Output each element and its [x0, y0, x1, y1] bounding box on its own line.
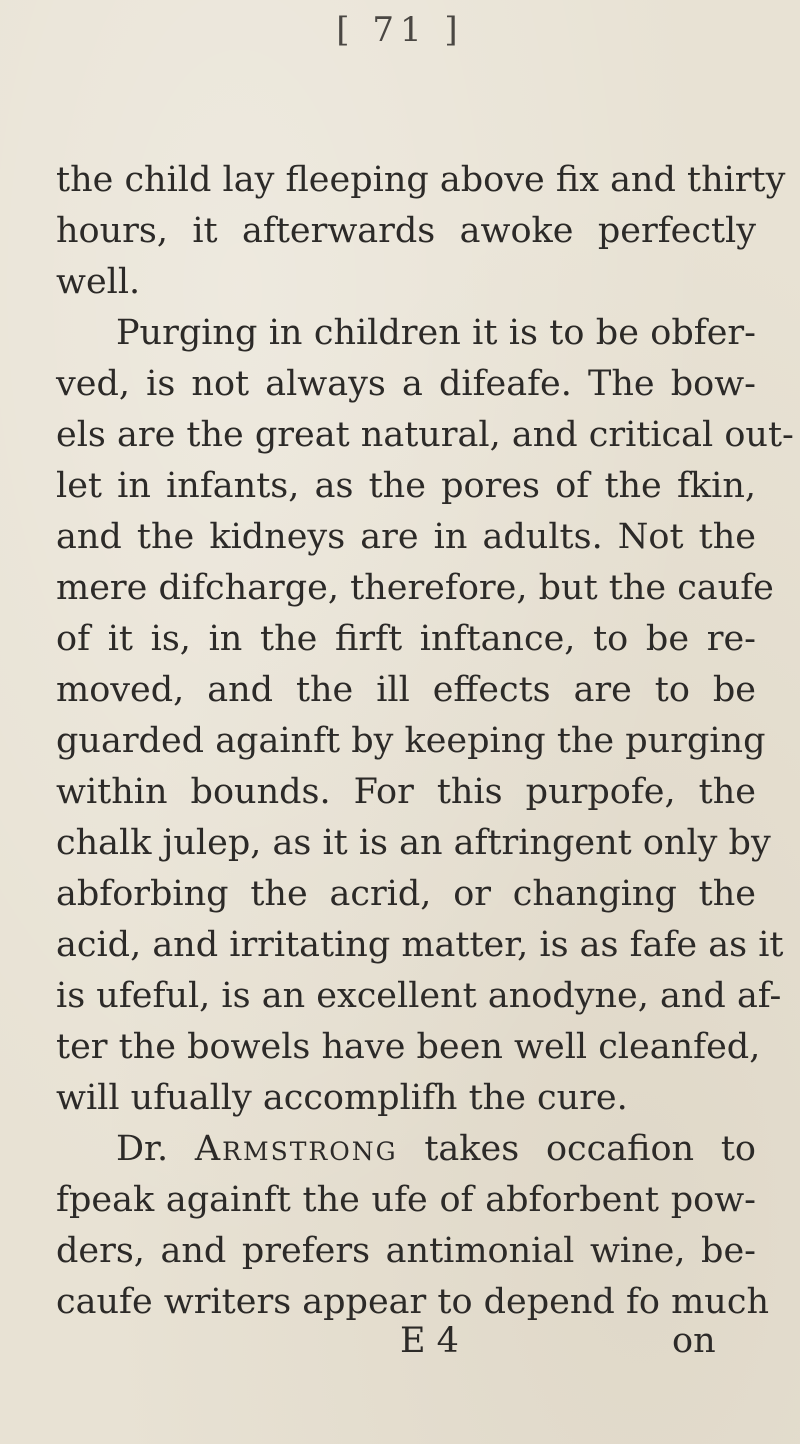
text-line-first	[116, 1125, 756, 1173]
text-line: mere difcharge, therefore, but the caufe	[56, 568, 774, 608]
text-line: chalk julep, as it is an aftringent only by	[56, 823, 771, 863]
text-line: the child lay fleeping above fix and thirty	[56, 160, 786, 200]
text-line: ders, and prefers antimonial wine, be-	[56, 1231, 756, 1271]
line-remainder: takes occafion to	[397, 1129, 756, 1169]
text-line: Purging in children it is to be obfer-	[116, 313, 756, 353]
text-line: guarded againft by keeping the purging	[56, 721, 766, 761]
text-line: hours, it afterwards awoke perfectly	[56, 211, 756, 251]
text-line: of it is, in the firft inftance, to be re-	[56, 619, 756, 659]
text-line: caufe writers appear to depend fo much	[56, 1282, 769, 1322]
text-line: fpeak againft the ufe of abforbent pow-	[56, 1180, 756, 1220]
text-line: well.	[56, 262, 141, 302]
text-line: acid, and irritating matter, is as fafe as it	[56, 925, 784, 965]
text-line: within bounds. For this purpofe, the	[56, 772, 756, 812]
text-line: and the kidneys are in adults. Not the	[56, 517, 756, 557]
salutation: Dr.	[116, 1129, 195, 1169]
signature-mark: E 4	[400, 1321, 459, 1361]
text-line: els are the great natural, and critical out-	[56, 415, 794, 455]
page-number: [ 71 ]	[336, 10, 464, 50]
catchword: on	[672, 1321, 716, 1361]
text-line: abforbing the acrid, or changing the	[56, 874, 756, 914]
text-line: ter the bowels have been well cleanfed,	[56, 1027, 761, 1067]
text-line: is ufeful, is an excellent anodyne, and af-	[56, 976, 782, 1016]
text-line: ved, is not always a difeafe. The bow-	[56, 364, 756, 404]
page-footer	[0, 1317, 800, 1365]
text-line: will ufually accomplifh the cure.	[56, 1078, 628, 1118]
text-line: let in infants, as the pores of the fkin,	[56, 466, 756, 506]
author-name: Armstrong	[194, 1129, 398, 1169]
text-line: moved, and the ill effects are to be	[56, 670, 756, 710]
